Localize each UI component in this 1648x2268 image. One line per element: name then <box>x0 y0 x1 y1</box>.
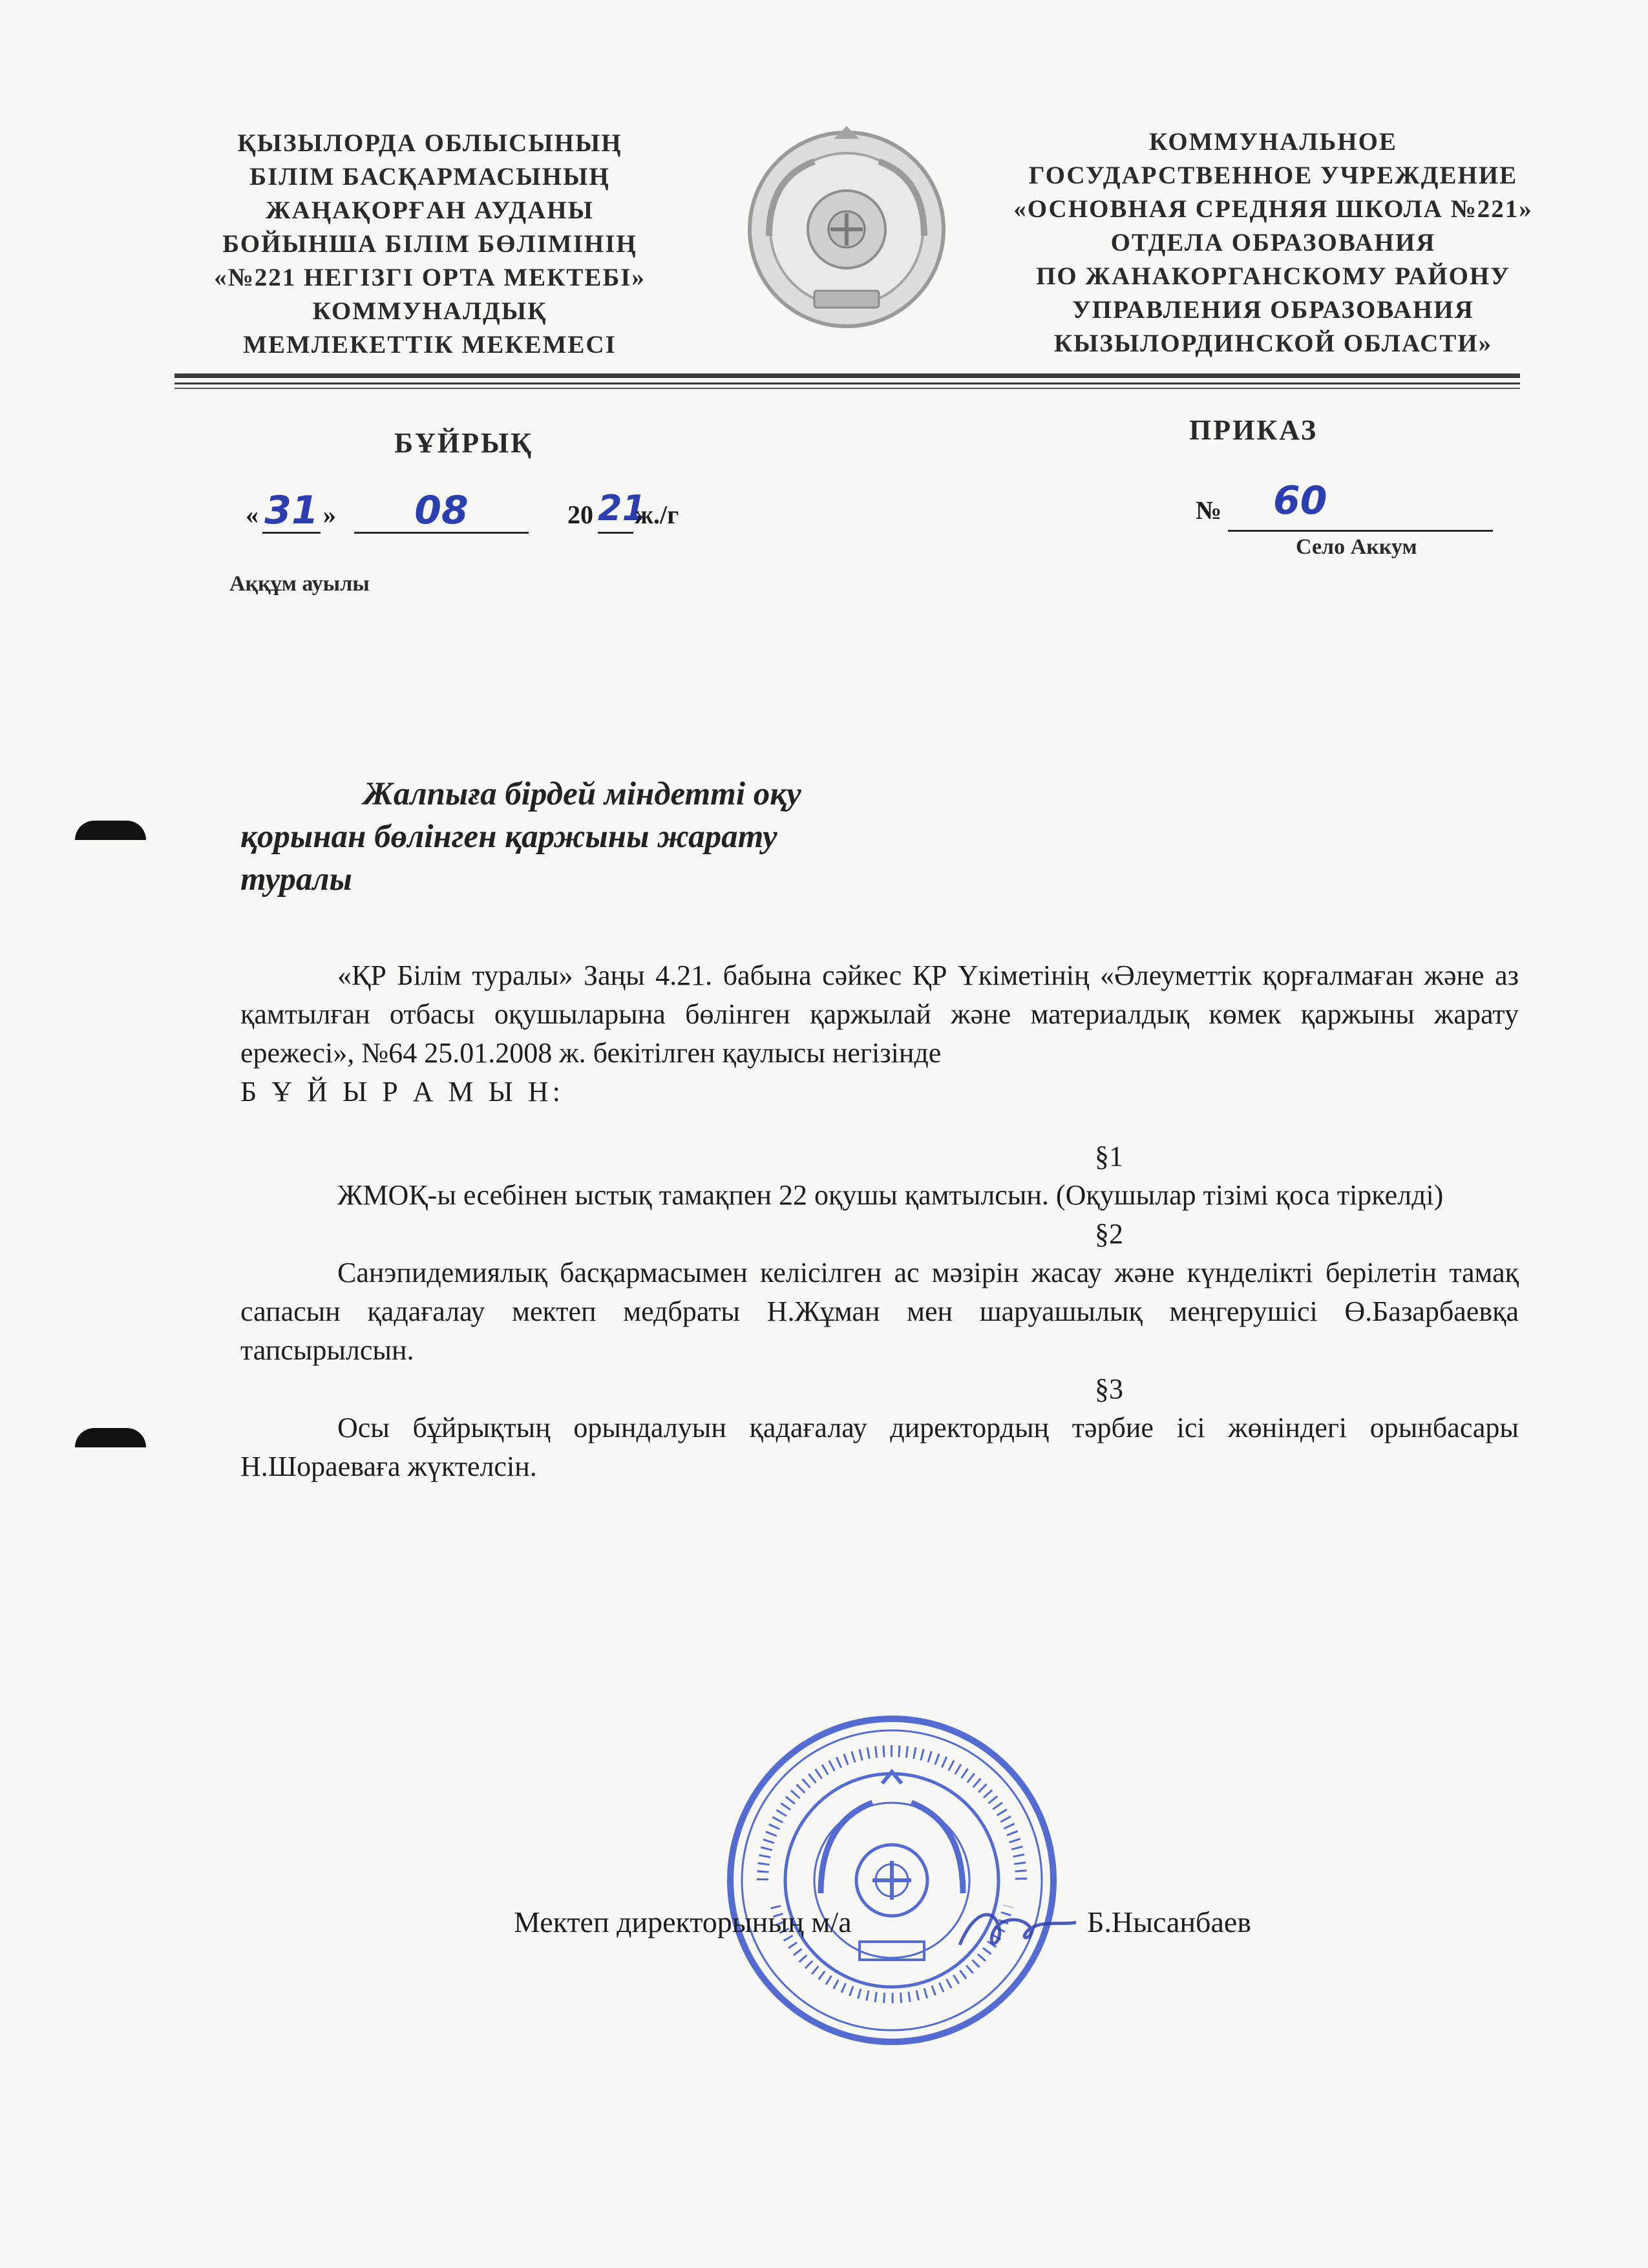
order-label-kz: БҰЙРЫҚ <box>394 427 534 459</box>
date-day-field <box>262 488 321 534</box>
punch-hole <box>75 1428 146 1447</box>
section-text: Санэпидемиялық басқармасымен келісілген ас мәзірін жасау және күнделікті берілетін тамақ сапасын қадағалау мектеп медбраты Н.Жұман мен шаруашылық меңгерушісі Ө.Базарбаевқа тапсырылсын. <box>240 1257 1519 1366</box>
official-stamp-icon <box>724 1712 1060 2048</box>
date-month-field <box>354 488 529 534</box>
state-emblem-icon <box>743 126 950 339</box>
header-left-line: «№221 НЕГІЗГІ ОРТА МЕКТЕБІ» <box>214 264 646 291</box>
section-text: ЖМОҚ-ы есебінен ыстық тамақпен 22 оқушы қамтылсын. (Оқушылар тізімі қоса тіркелді) <box>337 1179 1444 1211</box>
section-mark: §2 <box>1095 1218 1123 1250</box>
signature-role: Мектеп директорының м/а <box>514 1906 852 1938</box>
order-body <box>240 956 1519 1486</box>
header-divider <box>174 388 1520 389</box>
order-title-line: Жалпыға бірдей міндетті оқу <box>363 776 801 812</box>
date-year-tail: ж./г <box>635 500 679 529</box>
date-year-field <box>598 488 647 534</box>
header-left-line: МЕМЛЕКЕТТІК МЕКЕМЕСІ <box>243 331 617 359</box>
header-left-line: КОММУНАЛДЫҚ <box>312 297 547 325</box>
header-right-line: ОТДЕЛА ОБРАЗОВАНИЯ <box>1110 229 1436 257</box>
number-sign: № <box>1196 496 1222 525</box>
date-open-quote: « <box>246 500 259 529</box>
command: Б Ұ Й Ы Р А М Ы Н: <box>240 1076 564 1108</box>
date-month: 08 <box>414 488 469 533</box>
header-right-line: КЫЗЫЛОРДИНСКОЙ ОБЛАСТИ» <box>1053 330 1493 357</box>
date-year-suffix: 21 <box>598 488 647 529</box>
header-divider <box>174 373 1520 378</box>
header-left-line: БІЛІМ БАСҚАРМАСЫНЫҢ <box>249 163 610 191</box>
handwritten-signature-icon <box>953 1900 1083 1964</box>
order-number <box>1196 478 1506 530</box>
preamble: «ҚР Білім туралы» Заңы 4.21. бабына сәйкес ҚР Үкіметінің «Әлеуметтік қорғалмаған және аз қамтылған отбасы оқушыларына бөлінген қаржылай және материалдық көмек қаржыны жарату ережесі», №64 25.01.2008 ж. бекітілген қаулысы негізінде <box>240 960 1519 1069</box>
place-ru: Село Аккум <box>1296 535 1417 559</box>
signature-mark <box>953 1900 1083 1964</box>
header-right-line: «ОСНОВНАЯ СРЕДНЯЯ ШКОЛА №221» <box>1013 195 1533 223</box>
number-field <box>1228 478 1493 532</box>
header-right-line: ПО ЖАНАКОРГАНСКОМУ РАЙОНУ <box>1036 262 1510 290</box>
official-stamp <box>724 1712 1060 2048</box>
date-close-quote: » <box>323 500 336 529</box>
order-label-ru: ПРИКАЗ <box>1189 414 1318 446</box>
header-divider <box>174 383 1520 384</box>
signature-name: Б.Нысанбаев <box>1087 1906 1252 1938</box>
header-left-kz <box>162 127 698 362</box>
section-mark: §3 <box>1095 1373 1123 1405</box>
place-kz: Аққұм ауылы <box>229 572 370 596</box>
order-date <box>246 488 698 540</box>
header-right-line: КОММУНАЛЬНОЕ <box>1149 128 1397 156</box>
header-left-line: ЖАҢАҚОРҒАН АУДАНЫ <box>266 196 594 224</box>
punch-hole <box>75 821 146 840</box>
order-title-line: туралы <box>240 861 352 898</box>
date-year-prefix: 20 <box>567 500 593 529</box>
header-left-line: БОЙЫНША БІЛІМ БӨЛІМІНІҢ <box>222 230 637 258</box>
header-left-line: ҚЫЗЫЛОРДА ОБЛЫСЫНЫҢ <box>237 129 622 157</box>
order-number-value: 60 <box>1273 478 1327 523</box>
section-text: Осы бұйрықтың орындалуын қадағалау директордың тәрбие ісі жөніндегі орынбасары Н.Шораеваға жүктелсін. <box>240 1412 1519 1482</box>
order-title-line: қорынан бөлінген қаржыны жарату <box>240 819 777 855</box>
order-title <box>240 773 887 901</box>
header-right-ru <box>969 125 1577 361</box>
state-emblem <box>743 126 950 339</box>
header-right-line: ГОСУДАРСТВЕННОЕ УЧРЕЖДЕНИЕ <box>1028 162 1518 189</box>
date-day: 31 <box>264 488 319 533</box>
section-mark: §1 <box>1095 1140 1123 1172</box>
header-right-line: УПРАВЛЕНИЯ ОБРАЗОВАНИЯ <box>1072 296 1474 324</box>
